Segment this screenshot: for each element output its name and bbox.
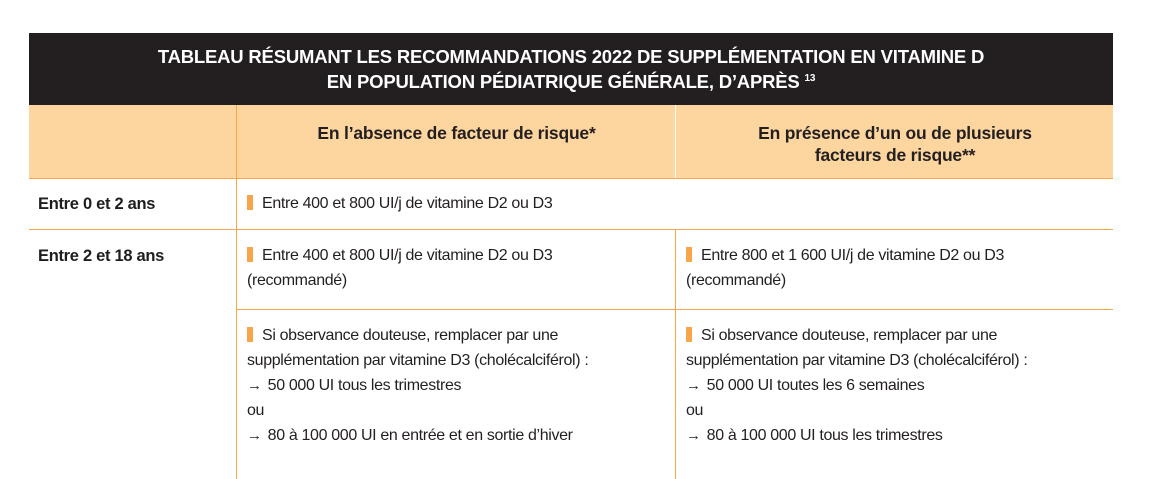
option-text: 80 à 100 000 UI en entrée et en sortie d’hiver	[267, 427, 573, 444]
cell-2-18-risk-alternative	[686, 323, 1027, 448]
arrow-right-icon: →	[247, 427, 262, 444]
row-label-0-2: Entre 0 et 2 ans	[38, 195, 156, 213]
option-text: 50 000 UI toutes les 6 semaines	[706, 377, 925, 394]
column-header-no-risk: En l’absence de facteur de risque*	[317, 123, 596, 143]
row-divider	[29, 178, 1113, 179]
cell-0-2-all	[247, 191, 552, 216]
column-divider	[236, 105, 237, 479]
cell-text: Entre 400 et 800 UI/j de vitamine D2 ou D3	[262, 247, 553, 264]
row-divider	[29, 229, 1113, 230]
table-title-line2-text: EN POPULATION PÉDIATRIQUE GÉNÉRALE, D’APRÈS	[326, 71, 800, 92]
arrow-right-icon: →	[686, 377, 701, 394]
column-divider-header	[675, 105, 676, 178]
table-title-line2	[29, 68, 1113, 93]
or-text: ou	[686, 402, 704, 419]
bullet-marker-icon	[247, 247, 253, 262]
column-divider	[675, 229, 676, 479]
cell-text: supplémentation par vitamine D3 (cholécalciférol) :	[686, 352, 1028, 369]
bullet-marker-icon	[247, 327, 253, 342]
cell-2-18-no-risk-recommended	[247, 243, 552, 293]
option-text: 50 000 UI tous les trimestres	[267, 377, 462, 394]
cell-text: Si observance douteuse, remplacer par une	[701, 327, 998, 344]
table-title-line1: TABLEAU RÉSUMANT LES RECOMMANDATIONS 2022 DE SUPPLÉMENTATION EN VITAMINE D	[157, 46, 985, 67]
table-title	[29, 33, 1113, 105]
cell-text: (recommandé)	[686, 272, 786, 289]
cell-text: Entre 800 et 1 600 UI/j de vitamine D2 ou D3	[701, 247, 1005, 264]
arrow-right-icon: →	[247, 377, 262, 394]
cell-text: Si observance douteuse, remplacer par une	[262, 327, 559, 344]
or-text: ou	[247, 402, 265, 419]
row-label-2-18: Entre 2 et 18 ans	[38, 247, 165, 265]
cell-text: supplémentation par vitamine D3 (cholécalciférol) :	[247, 352, 589, 369]
cell-text: (recommandé)	[247, 272, 347, 289]
bullet-marker-icon	[686, 327, 692, 342]
column-header-risk	[677, 122, 1113, 166]
column-header-risk-line1: En présence d’un ou de plusieurs	[758, 123, 1032, 143]
cell-2-18-no-risk-alternative	[247, 323, 588, 448]
reference-number: 13	[804, 73, 816, 84]
column-header-risk-line2: facteurs de risque**	[814, 145, 976, 165]
cell-0-2-text: Entre 400 et 800 UI/j de vitamine D2 ou D3	[262, 195, 553, 212]
bullet-marker-icon	[247, 195, 253, 210]
option-text: 80 à 100 000 UI tous les trimestres	[706, 427, 943, 444]
arrow-right-icon: →	[686, 427, 701, 444]
cell-2-18-risk-recommended	[686, 243, 1004, 293]
bullet-marker-icon	[686, 247, 692, 262]
